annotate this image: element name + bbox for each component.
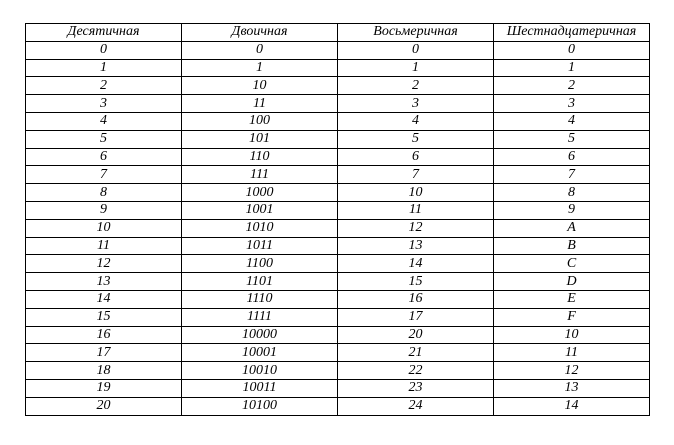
table-row — [26, 112, 650, 130]
header-decimal: Десятичная — [26, 24, 182, 42]
octal-cell: 2 — [338, 77, 494, 95]
table-row — [26, 255, 650, 273]
binary-cell: 10000 — [182, 326, 338, 344]
hexadecimal-cell: 0 — [494, 41, 650, 59]
octal-cell: 20 — [338, 326, 494, 344]
table-row — [26, 148, 650, 166]
hexadecimal-cell: 14 — [494, 397, 650, 415]
hexadecimal-cell: 12 — [494, 362, 650, 380]
table-row — [26, 219, 650, 237]
decimal-cell: 15 — [26, 308, 182, 326]
table-body — [26, 41, 650, 415]
hexadecimal-cell: 3 — [494, 95, 650, 113]
octal-cell: 4 — [338, 112, 494, 130]
binary-cell: 110 — [182, 148, 338, 166]
decimal-cell: 4 — [26, 112, 182, 130]
hexadecimal-cell: F — [494, 308, 650, 326]
hexadecimal-cell: D — [494, 273, 650, 291]
table-row — [26, 326, 650, 344]
table-row — [26, 77, 650, 95]
table-row — [26, 397, 650, 415]
table-row — [26, 290, 650, 308]
octal-cell: 21 — [338, 344, 494, 362]
binary-cell: 1010 — [182, 219, 338, 237]
octal-cell: 15 — [338, 273, 494, 291]
hexadecimal-cell: E — [494, 290, 650, 308]
decimal-cell: 17 — [26, 344, 182, 362]
octal-cell: 7 — [338, 166, 494, 184]
octal-cell: 1 — [338, 59, 494, 77]
decimal-cell: 2 — [26, 77, 182, 95]
decimal-cell: 19 — [26, 379, 182, 397]
decimal-cell: 10 — [26, 219, 182, 237]
decimal-cell: 0 — [26, 41, 182, 59]
table-row — [26, 95, 650, 113]
decimal-cell: 9 — [26, 201, 182, 219]
octal-cell: 10 — [338, 184, 494, 202]
table-row — [26, 237, 650, 255]
octal-cell: 13 — [338, 237, 494, 255]
binary-cell: 100 — [182, 112, 338, 130]
decimal-cell: 12 — [26, 255, 182, 273]
binary-cell: 11 — [182, 95, 338, 113]
hexadecimal-cell: 11 — [494, 344, 650, 362]
octal-cell: 14 — [338, 255, 494, 273]
binary-cell: 10100 — [182, 397, 338, 415]
hexadecimal-cell: 4 — [494, 112, 650, 130]
hexadecimal-cell: A — [494, 219, 650, 237]
decimal-cell: 1 — [26, 59, 182, 77]
header-hexadecimal: Шестнадцатеричная — [494, 24, 650, 42]
table-row — [26, 130, 650, 148]
binary-cell: 1000 — [182, 184, 338, 202]
binary-cell: 10001 — [182, 344, 338, 362]
binary-cell: 1101 — [182, 273, 338, 291]
binary-cell: 1 — [182, 59, 338, 77]
binary-cell: 0 — [182, 41, 338, 59]
table-row — [26, 201, 650, 219]
octal-cell: 11 — [338, 201, 494, 219]
hexadecimal-cell: 8 — [494, 184, 650, 202]
binary-cell: 1100 — [182, 255, 338, 273]
table-row — [26, 344, 650, 362]
hexadecimal-cell: 2 — [494, 77, 650, 95]
hexadecimal-cell: 9 — [494, 201, 650, 219]
hexadecimal-cell: 13 — [494, 379, 650, 397]
table-header-row — [26, 24, 650, 42]
octal-cell: 3 — [338, 95, 494, 113]
table-row — [26, 379, 650, 397]
hexadecimal-cell: 1 — [494, 59, 650, 77]
table-row — [26, 308, 650, 326]
number-system-table-container — [25, 23, 650, 416]
octal-cell: 6 — [338, 148, 494, 166]
binary-cell: 1110 — [182, 290, 338, 308]
decimal-cell: 16 — [26, 326, 182, 344]
binary-cell: 1011 — [182, 237, 338, 255]
decimal-cell: 18 — [26, 362, 182, 380]
decimal-cell: 20 — [26, 397, 182, 415]
table-row — [26, 184, 650, 202]
hexadecimal-cell: C — [494, 255, 650, 273]
table-row — [26, 59, 650, 77]
octal-cell: 5 — [338, 130, 494, 148]
decimal-cell: 3 — [26, 95, 182, 113]
header-binary: Двоичная — [182, 24, 338, 42]
table-row — [26, 166, 650, 184]
octal-cell: 16 — [338, 290, 494, 308]
binary-cell: 1111 — [182, 308, 338, 326]
hexadecimal-cell: 6 — [494, 148, 650, 166]
decimal-cell: 6 — [26, 148, 182, 166]
octal-cell: 23 — [338, 379, 494, 397]
binary-cell: 111 — [182, 166, 338, 184]
table-row — [26, 273, 650, 291]
decimal-cell: 7 — [26, 166, 182, 184]
hexadecimal-cell: 5 — [494, 130, 650, 148]
binary-cell: 101 — [182, 130, 338, 148]
decimal-cell: 8 — [26, 184, 182, 202]
header-octal: Восьмеричная — [338, 24, 494, 42]
binary-cell: 1001 — [182, 201, 338, 219]
number-system-table — [25, 23, 650, 416]
binary-cell: 10011 — [182, 379, 338, 397]
decimal-cell: 14 — [26, 290, 182, 308]
octal-cell: 22 — [338, 362, 494, 380]
decimal-cell: 11 — [26, 237, 182, 255]
octal-cell: 17 — [338, 308, 494, 326]
binary-cell: 10010 — [182, 362, 338, 380]
octal-cell: 0 — [338, 41, 494, 59]
hexadecimal-cell: 10 — [494, 326, 650, 344]
table-row — [26, 41, 650, 59]
hexadecimal-cell: 7 — [494, 166, 650, 184]
table-row — [26, 362, 650, 380]
hexadecimal-cell: B — [494, 237, 650, 255]
decimal-cell: 13 — [26, 273, 182, 291]
decimal-cell: 5 — [26, 130, 182, 148]
octal-cell: 24 — [338, 397, 494, 415]
octal-cell: 12 — [338, 219, 494, 237]
binary-cell: 10 — [182, 77, 338, 95]
